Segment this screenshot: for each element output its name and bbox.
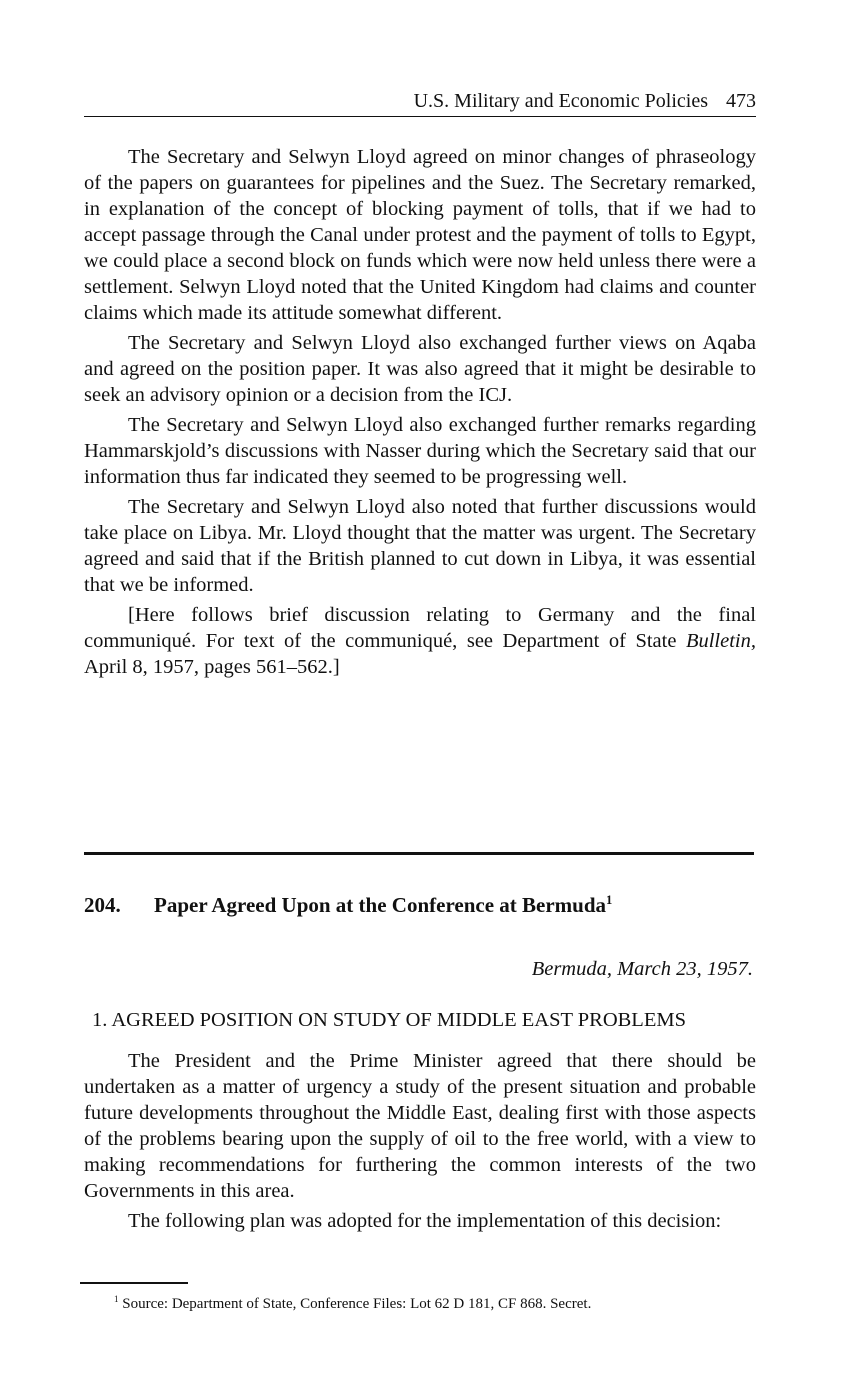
footnote-text: Source: Department of State, Conference Files: Lot 62 D 181, CF 868. Secret. — [122, 1296, 592, 1312]
document-number: 204. — [84, 893, 121, 917]
paragraph-3: The Secretary and Selwyn Lloyd also exchanged further remarks regarding Hammarskjold’s discussions with Nasser during which the Secretary said that our information thus far indicated they seemed to be progressing well. — [84, 414, 756, 488]
running-title: U.S. Military and Economic Policies — [413, 90, 708, 112]
paragraph-2: The Secretary and Selwyn Lloyd also exchanged further views on Aqaba and agreed on the position paper. It was also agreed that it might be desirable to seek an advisory opinion or a decision from the ICJ. — [84, 332, 756, 406]
footnote-marker: 1 — [114, 1294, 119, 1304]
page-number: 473 — [726, 90, 756, 112]
dateline: Bermuda, March 23, 1957. — [531, 958, 753, 980]
document-paragraph-2: The following plan was adopted for the implementation of this decision: — [128, 1210, 722, 1232]
document-body — [84, 1048, 756, 1234]
footnote-ref: 1 — [606, 893, 613, 907]
document-heading — [84, 890, 612, 920]
document-title: Paper Agreed Upon at the Conference at Bermuda — [154, 893, 607, 917]
section-heading: 1. AGREED POSITION ON STUDY OF MIDDLE EAST PROBLEMS — [92, 1009, 686, 1031]
editorial-note-text: [Here follows brief discussion relating to Germany and the final communiqué. For text of the communiqué, see Department of State — [84, 604, 756, 652]
editorial-note — [84, 602, 756, 680]
paragraph-1: The Secretary and Selwyn Lloyd agreed on minor changes of phraseology of the papers on guarantees for pipelines and the Suez. The Secretary remarked, in explanation of the concept of blocking payment of tolls, that if we had to accept passage through the Canal under protest and the payment of tolls to Egypt, we could place a second block on funds which were now held unless there were a settlement. Selwyn Lloyd noted that the United Kingdom had claims and counter claims which made its attitude somewhat different. — [84, 146, 756, 324]
running-header — [84, 86, 756, 117]
section-divider — [84, 852, 754, 855]
editorial-note-text-end: April 8, 1957, pages 561–562.] — [84, 656, 340, 678]
paragraph-4: The Secretary and Selwyn Lloyd also noted that further discussions would take place on Libya. Mr. Lloyd thought that the matter was urgent. The Secretary agreed and said that if the British planned to cut down in Libya, it was essential that we be informed. — [84, 496, 756, 596]
top-body-text — [84, 144, 756, 680]
footnote — [114, 1294, 591, 1314]
footnote-divider — [80, 1282, 188, 1284]
document-paragraph-1: The President and the Prime Minister agreed that there should be undertaken as a matter of urgency a study of the present situation and probable future developments throughout the Middle East, dealing first with those aspects of the problems bearing upon the supply of oil to the free world, with a view to making recommendations for furthering the common interests of the two Governments in this area. — [84, 1050, 756, 1202]
editorial-note-italic: Bulletin, — [685, 630, 756, 652]
